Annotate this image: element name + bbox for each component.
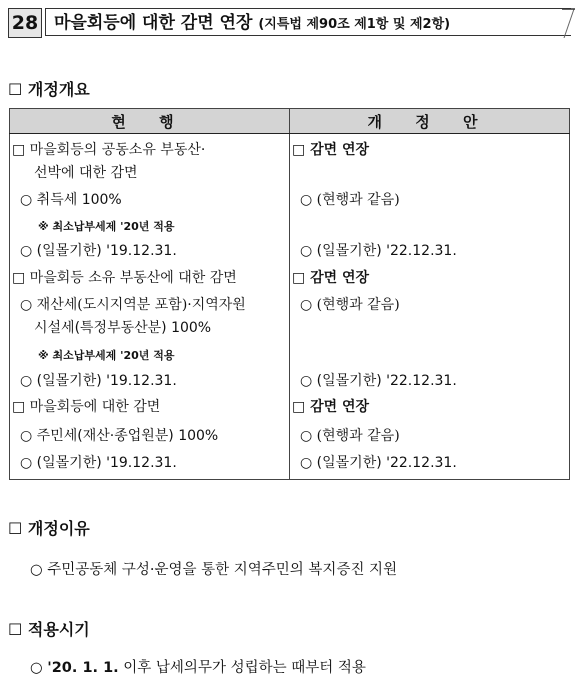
square-bullet-icon: ☐	[8, 620, 23, 639]
heading-effective-text: 적용시기	[27, 620, 90, 639]
heading-effective	[8, 617, 90, 640]
revised-item-3-title: □ 감면 연장	[292, 399, 370, 415]
current-item-2-title: □ 마을회등 소유 부동산에 대한 감면	[12, 270, 237, 286]
effective-date: '20. 1. 1.	[47, 660, 119, 676]
revised-item-2-same: ○ (현행과 같음)	[300, 297, 400, 313]
heading-reason	[8, 516, 90, 539]
comparison-table	[9, 108, 570, 480]
title-slant-decoration	[562, 8, 576, 38]
revised-item-2-sunset: ○ (일몰기한) '22.12.31.	[300, 373, 457, 389]
current-item-1-title-cont: 선박에 대한 감면	[34, 165, 138, 181]
column-header-current: 현 행	[10, 109, 290, 134]
title-text: 마을회등에 대한 감면 연장	[54, 13, 253, 33]
current-item-3-sunset: ○ (일몰기한) '19.12.31.	[20, 455, 177, 471]
revised-item-1-title: □ 감면 연장	[292, 142, 370, 158]
current-item-3-title: □ 마을회등에 대한 감면	[12, 399, 161, 415]
square-bullet-icon: ☐	[8, 80, 23, 99]
heading-overview	[8, 77, 90, 100]
revised-column	[290, 134, 570, 480]
revised-item-1-sunset: ○ (일몰기한) '22.12.31.	[300, 243, 457, 259]
effective-bullet: ○	[30, 660, 43, 676]
revised-item-2-title: □ 감면 연장	[292, 270, 370, 286]
heading-overview-text: 개정개요	[27, 80, 90, 99]
square-bullet-icon: ☐	[8, 519, 23, 538]
reason-text: ○ 주민공동체 구성·운영을 통한 지역주민의 복지증진 지원	[30, 562, 398, 578]
revised-item-3-sunset: ○ (일몰기한) '22.12.31.	[300, 455, 457, 471]
heading-reason-text: 개정이유	[27, 519, 90, 538]
effective-rest: 이후 납세의무가 성립하는 때부터 적용	[123, 660, 366, 676]
revised-item-1-same: ○ (현행과 같음)	[300, 192, 400, 208]
item-number: 28	[8, 8, 42, 38]
current-item-2-tax: ○ 재산세(도시지역분 포함)·지역자원	[20, 297, 246, 313]
current-item-2-tax-cont: 시설세(특정부동산분) 100%	[34, 320, 212, 336]
current-item-1-note: ※ 최소납부세제 '20년 적용	[38, 220, 175, 233]
current-column	[10, 134, 290, 480]
revised-item-3-same: ○ (현행과 같음)	[300, 428, 400, 444]
column-header-revised: 개 정 안	[290, 109, 570, 134]
law-reference: (지특법 제90조 제1항 및 제2항)	[258, 17, 451, 32]
title-bar	[8, 8, 576, 38]
current-item-1-tax: ○ 취득세 100%	[20, 192, 122, 208]
current-item-2-note: ※ 최소납부세제 '20년 적용	[38, 349, 175, 362]
document-title	[45, 8, 571, 36]
current-item-3-tax: ○ 주민세(재산·종업원분) 100%	[20, 428, 219, 444]
effective-text	[30, 656, 366, 677]
current-item-2-sunset: ○ (일몰기한) '19.12.31.	[20, 373, 177, 389]
current-item-1-title: □ 마을회등의 공동소유 부동산·	[12, 142, 206, 158]
current-item-1-sunset: ○ (일몰기한) '19.12.31.	[20, 243, 177, 259]
